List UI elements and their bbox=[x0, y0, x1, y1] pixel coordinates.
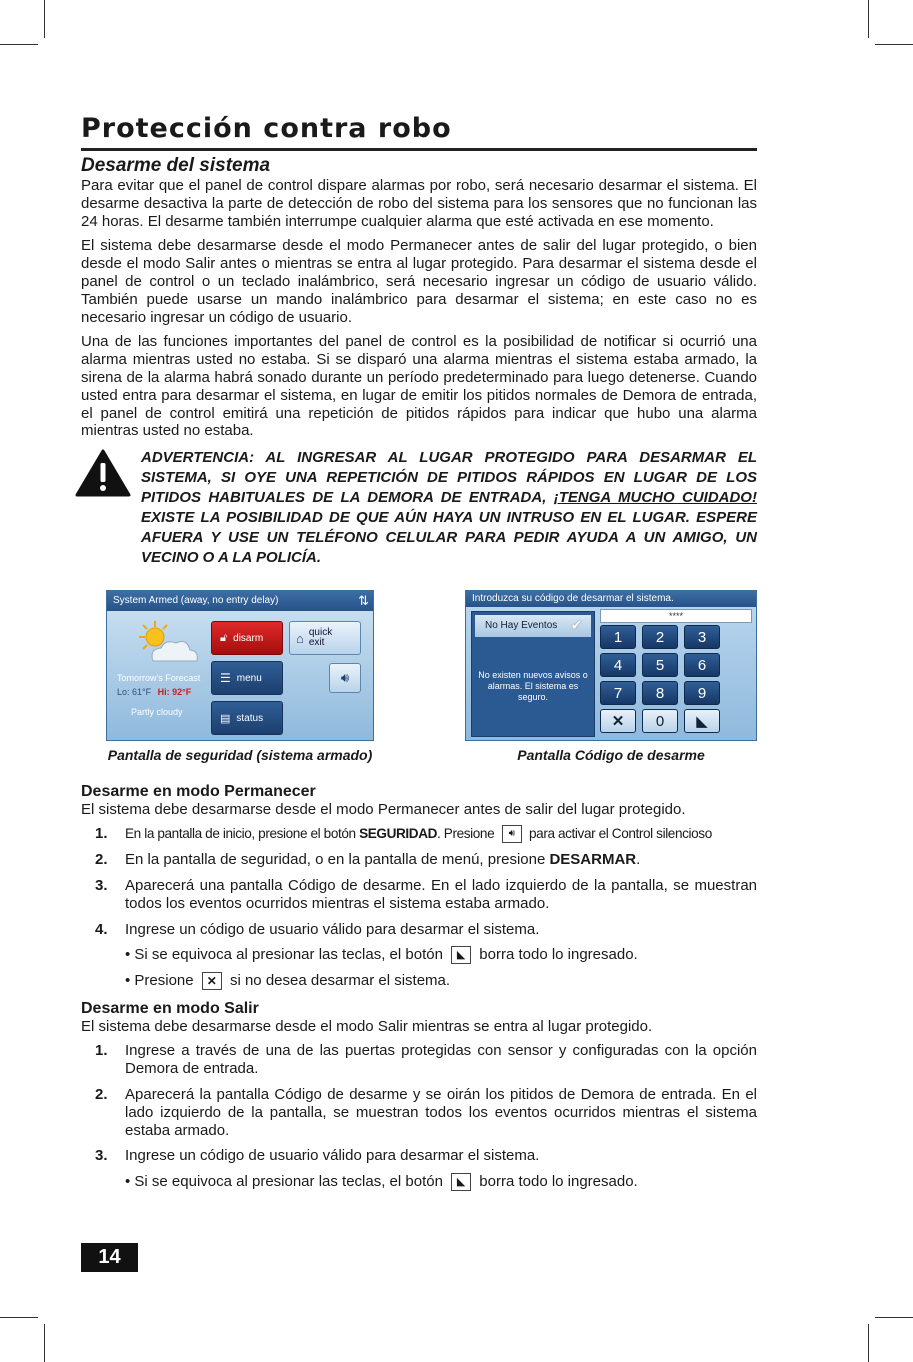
step-number: 2. bbox=[95, 1085, 108, 1103]
intro-paragraph-3: Una de las funciones importantes del panel de control es la posibilidad de notificar si ocurrió una alarma mientras usted no estaba. Si se disparó una alarma mientras el sistema estaba armado, la sirena de la alarma habrá sonado durante un período predeterminado para luego detenerse. Cuando usted entra para desarmar el sistema, en lugar de emitir los pitidos normales de Demora de entrada, el panel de control emitirá una repetición de pitidos rápidos para indicar que hubo una alarma mientras usted no estaba. bbox=[81, 333, 757, 440]
silent-control-button[interactable] bbox=[329, 663, 361, 693]
bullet1-text-b: borra todo lo ingresado. bbox=[475, 946, 638, 964]
step-number: 4. bbox=[95, 920, 108, 938]
eraser-icon: ◣ bbox=[451, 1173, 471, 1191]
forecast-label: Tomorrow's Forecast bbox=[117, 673, 201, 684]
status-bar bbox=[107, 591, 373, 611]
list-item bbox=[81, 1147, 757, 1165]
step1-bold: SEGURIDAD bbox=[359, 826, 438, 842]
warning-block bbox=[81, 448, 757, 568]
intro-paragraph-2: El sistema debe desarmarse desde el modo Permanecer antes de salir del lugar protegido, o bien desde el modo Salir antes o mientras se entra al lugar protegido. Para desarmar el sistema desde el panel de control o un teclado inalámbrico, será necesario ingresar un código de usuario válido. También puede usarse un mando inalámbrico para desarmar el sistema; en este caso no es necesario ingresar un código de usuario. bbox=[81, 237, 757, 326]
speaker-icon: 🔊︎ bbox=[502, 825, 522, 843]
step-number: 3. bbox=[95, 1147, 108, 1165]
stay-section-intro: El sistema debe desarmarse desde el modo Permanecer antes de salir del lugar protegido. bbox=[81, 801, 686, 819]
security-screen bbox=[106, 590, 374, 741]
disarm-screen-caption: Pantalla Código de desarme bbox=[517, 747, 705, 764]
crop-mark bbox=[44, 1324, 45, 1362]
step1-text-b: . Presione bbox=[437, 826, 498, 842]
key-4[interactable]: 4 bbox=[600, 653, 636, 677]
intro-paragraph-1: Para evitar que el panel de control dispare alarmas por robo, será necesario desarmar el sistema. El desarme desactiva la parte de detección de robo del sistema para los sensores que no funcionan las 24 horas. El desarme también interrumpe cualquier alarma que esté activada en ese momento. bbox=[81, 177, 757, 230]
disarm-screen bbox=[465, 590, 757, 741]
step2-text-a: En la pantalla de seguridad, o en la pantalla de menú, presione bbox=[125, 851, 550, 869]
key-9[interactable]: 9 bbox=[684, 681, 720, 705]
page-number: 14 bbox=[81, 1243, 138, 1272]
low-temp: Lo: 61°F bbox=[117, 687, 152, 698]
partly-cloudy-icon bbox=[129, 619, 209, 671]
bullet2-text-b: si no desea desarmar el sistema. bbox=[225, 972, 451, 990]
quick-exit-line2: exit bbox=[308, 637, 325, 649]
key-0[interactable]: 0 bbox=[642, 709, 678, 733]
list-item bbox=[81, 825, 757, 843]
key-7[interactable]: 7 bbox=[600, 681, 636, 705]
status-bar-text: System Armed (away, no entry delay) bbox=[113, 595, 279, 607]
crop-mark bbox=[868, 0, 869, 38]
step-text: Ingrese un código de usuario válido para desarmar el sistema. bbox=[125, 1147, 540, 1165]
security-screen-caption: Pantalla de seguridad (sistema armado) bbox=[107, 747, 373, 764]
events-panel bbox=[471, 611, 595, 737]
step-text: Aparecerá una pantalla Código de desarme. En el lado izquierdo de la pantalla, se muestran todos los eventos ocurridos mientras el sistema estaba armado. bbox=[125, 876, 757, 912]
high-temp: Hi: 92°F bbox=[157, 687, 192, 698]
bullet-item bbox=[125, 1173, 757, 1191]
crop-mark bbox=[0, 44, 38, 45]
disarm-header: Introduzca su código de desarmar el sistema. bbox=[466, 591, 756, 607]
events-title: No Hay Eventos bbox=[485, 620, 558, 632]
eraser-icon: ◣ bbox=[451, 946, 471, 964]
menu-label: menu bbox=[236, 672, 262, 684]
disarm-screen-figure bbox=[465, 590, 757, 763]
crop-mark bbox=[0, 1317, 38, 1318]
security-screen-figure bbox=[106, 590, 374, 763]
speaker-icon: 🔊︎ bbox=[340, 670, 350, 686]
step-text: Ingrese a través de una de las puertas protegidas con sensor y configuradas con la opción Demora de entrada. bbox=[125, 1042, 757, 1078]
list-item bbox=[81, 1042, 757, 1078]
quick-exit-label bbox=[309, 628, 332, 648]
events-title-bar bbox=[475, 615, 591, 637]
crop-mark bbox=[44, 0, 45, 38]
bullet2-text-a: • Presione bbox=[125, 972, 198, 990]
warning-emphasis: ¡TENGA MUCHO CUIDADO! bbox=[553, 489, 757, 507]
warning-text bbox=[141, 448, 757, 568]
disarm-button[interactable] bbox=[211, 621, 283, 655]
step1-text-c: para activar el Control silencioso bbox=[525, 826, 712, 842]
menu-icon: ☰ bbox=[220, 671, 231, 686]
list-item bbox=[81, 851, 757, 869]
quick-exit-line1: quick bbox=[308, 627, 333, 639]
warning-part1: ADVERTENCIA: AL INGRESAR AL LUGAR PROTEGIDO PARA DESARMAR EL SISTEMA, SI OYE UNA REPETICIÓN DE PITIDOS RÁPIDOS EN LUGAR DE LOS PITIDOS HABITUALES DE LA DEMORA DE ENTRADA, bbox=[141, 449, 757, 507]
step-number: 2. bbox=[95, 851, 108, 869]
power-icon: ⇅ bbox=[358, 593, 369, 609]
title-divider bbox=[81, 148, 757, 151]
warning-part2: EXISTE LA POSIBILIDAD DE QUE AÚN HAYA UN INTRUSO EN EL LUGAR. ESPERE AFUERA Y USE UN TELÉFONO CELULAR PARA PEDIR AYUDA A UN AMIGO, UN VECINO O A LA POLICÍA. bbox=[141, 509, 757, 567]
crop-mark bbox=[875, 1317, 913, 1318]
list-item bbox=[81, 877, 757, 913]
warning-icon bbox=[75, 448, 131, 568]
stay-steps bbox=[81, 825, 757, 938]
step-text bbox=[125, 851, 757, 869]
page-content bbox=[81, 112, 757, 1199]
temperature-row bbox=[117, 687, 191, 697]
step-text: Ingrese un código de usuario válido para desarmar el sistema. bbox=[125, 920, 540, 938]
step-text bbox=[125, 825, 757, 843]
away-steps bbox=[81, 1042, 757, 1165]
lock-icon: 🔓︎ bbox=[220, 631, 228, 644]
stay-section-heading: Desarme en modo Permanecer bbox=[81, 783, 316, 801]
key-6[interactable]: 6 bbox=[684, 653, 720, 677]
key-8[interactable]: 8 bbox=[642, 681, 678, 705]
weather-panel bbox=[111, 613, 211, 737]
step-number: 3. bbox=[95, 876, 108, 894]
eraser-icon: ◣ bbox=[696, 713, 708, 731]
section-subtitle: Desarme del sistema bbox=[81, 155, 271, 176]
away-section-heading: Desarme en modo Salir bbox=[81, 1000, 259, 1018]
bullet-item bbox=[125, 946, 757, 964]
bullet1-text-a: • Si se equivoca al presionar las teclas, el botón bbox=[125, 1173, 448, 1191]
disarm-label: disarm bbox=[233, 632, 264, 644]
cancel-key[interactable] bbox=[600, 709, 636, 733]
quick-exit-button[interactable] bbox=[289, 621, 361, 655]
step-number: 1. bbox=[95, 825, 108, 843]
close-icon: ✕ bbox=[611, 713, 625, 731]
bullet1-text-a: • Si se equivoca al presionar las teclas, el botón bbox=[125, 946, 448, 964]
bullet-item bbox=[125, 972, 757, 990]
step1-text-a: En la pantalla de inicio, presione el botón bbox=[125, 826, 360, 842]
check-icon: ✔ bbox=[570, 617, 583, 635]
condition-label: Partly cloudy bbox=[131, 707, 183, 718]
page-title: Protección contra robo bbox=[81, 113, 452, 144]
status-button[interactable] bbox=[211, 701, 283, 735]
key-5[interactable]: 5 bbox=[642, 653, 678, 677]
events-message: No existen nuevos avisos o alarmas. El sistema es seguro. bbox=[478, 670, 588, 703]
code-display: **** bbox=[600, 609, 752, 623]
crop-mark bbox=[875, 44, 913, 45]
status-icon: ▤ bbox=[220, 712, 231, 725]
list-item bbox=[81, 921, 757, 939]
clear-key[interactable] bbox=[684, 709, 720, 733]
key-3[interactable]: 3 bbox=[684, 625, 720, 649]
bullet1-text-b: borra todo lo ingresado. bbox=[475, 1173, 638, 1191]
close-icon: ✕ bbox=[202, 972, 222, 990]
crop-mark bbox=[868, 1324, 869, 1362]
menu-button[interactable] bbox=[211, 661, 283, 695]
step-number: 1. bbox=[95, 1042, 108, 1060]
step2-text-b: . bbox=[636, 851, 641, 869]
away-section-intro: El sistema debe desarmarse desde el modo Salir mientras se entra al lugar protegido. bbox=[81, 1018, 653, 1036]
step2-bold: DESARMAR bbox=[549, 851, 637, 869]
screens-row bbox=[81, 590, 757, 763]
status-label: status bbox=[236, 712, 264, 724]
step-text: Aparecerá la pantalla Código de desarme y se oirán los pitidos de Demora de entrada. En el lado izquierdo de la pantalla, se muestran todos los eventos ocurridos mientras el sistema estaba armado. bbox=[125, 1085, 757, 1139]
list-item bbox=[81, 1086, 757, 1139]
key-2[interactable]: 2 bbox=[642, 625, 678, 649]
key-1[interactable]: 1 bbox=[600, 625, 636, 649]
home-icon: ⌂ bbox=[296, 630, 304, 646]
